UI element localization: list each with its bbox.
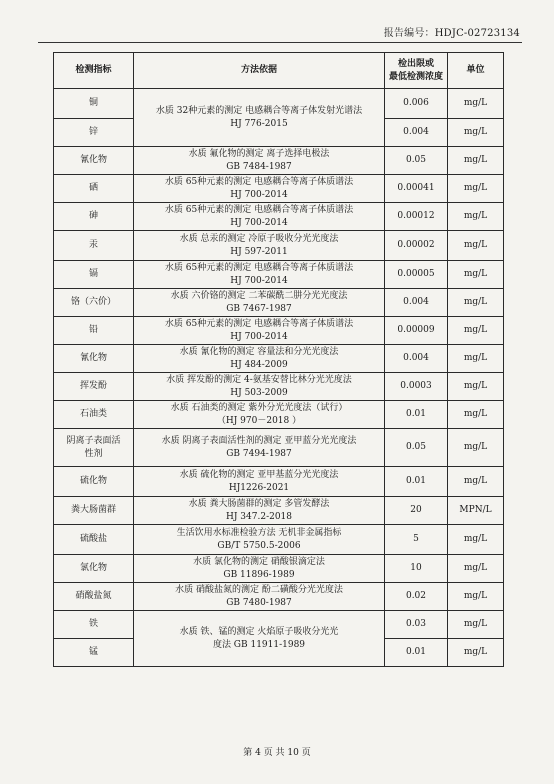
indicator-cell: 砷 [54,203,134,231]
table-row [54,345,504,373]
indicator-cell: 铅 [54,317,134,345]
unit-cell: mg/L [448,175,504,203]
unit-cell: mg/L [448,261,504,289]
table-row [54,289,504,317]
method-cell: 水质 32种元素的测定 电感耦合等离子体发射光谱法 HJ 776-2015 [134,89,385,147]
limit-cell: 20 [385,497,448,525]
method-cell: 水质 铁、锰的测定 火焰原子吸收分光光 度法 GB 11911-1989 [134,611,385,667]
limit-cell: 0.00009 [385,317,448,345]
column-header: 检测指标 [54,53,134,89]
indicator-cell: 铬（六价） [54,289,134,317]
indicator-cell: 镉 [54,261,134,289]
indicator-cell: 硝酸盐氮 [54,583,134,611]
table-row [54,497,504,525]
indicator-cell: 硫化物 [54,467,134,497]
unit-cell: mg/L [448,317,504,345]
limit-cell: 0.006 [385,89,448,119]
test-methods-table [53,52,504,667]
limit-cell: 0.02 [385,583,448,611]
limit-cell: 0.00041 [385,175,448,203]
unit-cell: mg/L [448,525,504,555]
table-row [54,555,504,583]
unit-cell: mg/L [448,429,504,467]
table-row [54,261,504,289]
limit-cell: 0.004 [385,119,448,147]
limit-cell: 0.004 [385,289,448,317]
indicator-cell: 锰 [54,639,134,667]
indicator-cell: 铜 [54,89,134,119]
indicator-cell: 氰化物 [54,345,134,373]
limit-cell: 0.03 [385,611,448,639]
indicator-cell: 粪大肠菌群 [54,497,134,525]
column-header: 单位 [448,53,504,89]
table-row [54,525,504,555]
unit-cell: mg/L [448,289,504,317]
unit-cell: mg/L [448,147,504,175]
limit-cell: 10 [385,555,448,583]
method-cell: 水质 氯化物的测定 硝酸银滴定法 GB 11896-1989 [134,555,385,583]
method-cell: 水质 总汞的测定 冷原子吸收分光光度法 HJ 597-2011 [134,231,385,261]
column-header: 方法依据 [134,53,385,89]
unit-cell: mg/L [448,373,504,401]
unit-cell: mg/L [448,345,504,373]
method-cell: 水质 65种元素的测定 电感耦合等离子体质谱法 HJ 700-2014 [134,261,385,289]
limit-cell: 0.004 [385,345,448,373]
limit-cell: 0.05 [385,429,448,467]
limit-cell: 0.01 [385,467,448,497]
column-header: 检出限或 最低检测浓度 [385,53,448,89]
table-row [54,231,504,261]
table-row [54,429,504,467]
limit-cell: 0.00005 [385,261,448,289]
unit-cell: mg/L [448,203,504,231]
header-divider [38,42,522,43]
limit-cell: 0.00002 [385,231,448,261]
method-cell: 水质 硝酸盐氮的测定 酚二磺酸分光光度法 GB 7480-1987 [134,583,385,611]
limit-cell: 0.0003 [385,373,448,401]
unit-cell: mg/L [448,583,504,611]
indicator-cell: 硫酸盐 [54,525,134,555]
indicator-cell: 铁 [54,611,134,639]
table-row [54,611,504,639]
method-cell: 水质 65种元素的测定 电感耦合等离子体质谱法 HJ 700-2014 [134,317,385,345]
method-cell: 水质 阴离子表面活性剂的测定 亚甲蓝分光光度法 GB 7494-1987 [134,429,385,467]
table-row [54,467,504,497]
table-row [54,147,504,175]
table-row [54,175,504,203]
method-cell: 水质 六价铬的测定 二苯碳酰二肼分光光度法 GB 7467-1987 [134,289,385,317]
limit-cell: 5 [385,525,448,555]
unit-cell: mg/L [448,89,504,119]
limit-cell: 0.01 [385,401,448,429]
table-row [54,583,504,611]
table-header-row [54,53,504,89]
indicator-cell: 挥发酚 [54,373,134,401]
indicator-cell: 石油类 [54,401,134,429]
indicator-cell: 氯化物 [54,555,134,583]
unit-cell: mg/L [448,401,504,429]
indicator-cell: 硒 [54,175,134,203]
method-cell: 水质 硫化物的测定 亚甲基蓝分光光度法 HJ1226-2021 [134,467,385,497]
indicator-cell: 氰化物 [54,147,134,175]
unit-cell: mg/L [448,611,504,639]
method-cell: 水质 65种元素的测定 电感耦合等离子体质谱法 HJ 700-2014 [134,175,385,203]
indicator-cell: 汞 [54,231,134,261]
method-cell: 水质 挥发酚的测定 4-氨基安替比林分光光度法 HJ 503-2009 [134,373,385,401]
method-cell: 水质 粪大肠菌群的测定 多管发酵法 HJ 347.2-2018 [134,497,385,525]
method-cell: 生活饮用水标准检验方法 无机非金属指标 GB/T 5750.5-2006 [134,525,385,555]
limit-cell: 0.00012 [385,203,448,231]
unit-cell: mg/L [448,467,504,497]
report-number: 报告编号：HDJC-02723134 [383,28,520,39]
method-cell: 水质 氰化物的测定 容量法和分光光度法 HJ 484-2009 [134,345,385,373]
method-cell: 水质 氟化物的测定 离子选择电极法 GB 7484-1987 [134,147,385,175]
table-row [54,89,504,119]
method-cell: 水质 65种元素的测定 电感耦合等离子体质谱法 HJ 700-2014 [134,203,385,231]
limit-cell: 0.05 [385,147,448,175]
unit-cell: mg/L [448,639,504,667]
table-row [54,317,504,345]
table-row [54,401,504,429]
method-cell: 水质 石油类的测定 紫外分光光度法（试行） （HJ 970－2018 ） [134,401,385,429]
unit-cell: mg/L [448,119,504,147]
indicator-cell: 锌 [54,119,134,147]
indicator-cell: 阴离子表面活 性剂 [54,429,134,467]
page-footer: 第 4 页 共 10 页 [243,748,311,758]
unit-cell: MPN/L [448,497,504,525]
table-row [54,203,504,231]
unit-cell: mg/L [448,231,504,261]
table-row [54,373,504,401]
limit-cell: 0.01 [385,639,448,667]
unit-cell: mg/L [448,555,504,583]
